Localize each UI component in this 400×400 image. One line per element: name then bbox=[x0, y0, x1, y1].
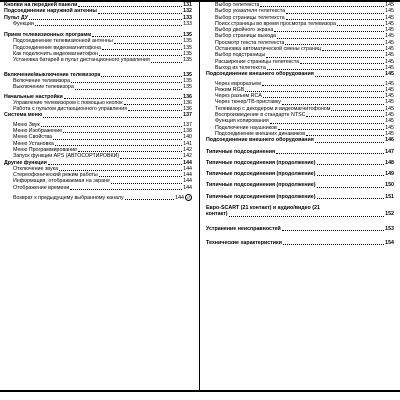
toc-entry: Режим RGB 145 bbox=[215, 86, 394, 93]
toc-section: Подсоединение внешнего оборудования 145 bbox=[206, 71, 394, 78]
toc-entry: Поиск страницы во время просмотра телевизора 145 bbox=[215, 20, 394, 27]
toc-section: Включение/выключение телевизора 135 bbox=[4, 71, 192, 78]
toc-section: Технические характеристики 154 bbox=[206, 239, 394, 246]
toc-entry: Отключение звука 144 bbox=[13, 165, 192, 172]
toc-entry: Подключение наушников 145 bbox=[215, 124, 394, 131]
toc-entry: Выбор страницы телетекста 145 bbox=[215, 14, 394, 21]
toc-entry: Через тюнер/ТВ-приставку 145 bbox=[215, 99, 394, 106]
toc-entry: Остановка автоматической смены страниц 145 bbox=[215, 46, 394, 53]
toc-entry: Установка батарей в пульт дистанционного управления 135 bbox=[13, 57, 192, 64]
toc-entry: Выключение телевизора 135 bbox=[13, 84, 192, 91]
toc-entry: Кнопки на передней панели 131 bbox=[4, 2, 192, 8]
toc-entry: Подсоединение видеомагнитофона 135 bbox=[13, 44, 192, 51]
toc-section: Типичные подсоединения (продолжение) 148 bbox=[206, 159, 394, 166]
toc-entry: Запуск функции APS (АВТОСОРТИРОВКИ) 142 bbox=[13, 153, 192, 160]
toc-entry: Воспроизведение в стандарте NTSC 145 bbox=[215, 112, 394, 119]
toc-section: Другие функции 144 bbox=[4, 159, 192, 166]
toc-section: Подсоединение внешнего оборудования 146 bbox=[206, 137, 394, 144]
toc-entry: Меню Свойства 140 bbox=[13, 134, 192, 141]
toc-section: Типичные подсоединения (продолжение) 149 bbox=[206, 171, 394, 178]
toc-section: Типичные подсоединения 147 bbox=[206, 148, 394, 155]
toc-section: Начальные настройки 136 bbox=[4, 93, 192, 100]
toc-entry: Возврат к предыдущему выбранному каналу 144 ↺ bbox=[13, 194, 191, 201]
toc-entry: Меню Звук 137 bbox=[13, 121, 192, 128]
toc-entry: Функция копирования 145 bbox=[215, 118, 394, 125]
toc-section-line: Евро-SCART (21 контакт) и аудио/видео (21 bbox=[206, 205, 320, 212]
toc-section: Прием телевизионных программ 135 bbox=[4, 32, 192, 39]
toc-entry: Выбор двойного экрана 145 bbox=[215, 27, 394, 34]
return-icon: ↺ bbox=[186, 195, 191, 201]
toc-entry: Стереофонический режим работы 144 bbox=[13, 172, 192, 179]
toc-section: Система меню 137 bbox=[4, 112, 192, 119]
toc-entry: Подсоединение внешних динамиков 145 bbox=[215, 130, 394, 137]
toc-entry: Телевизор с декодером и видеомагнитофоном 145 bbox=[215, 105, 394, 112]
toc-entry: Через евроразъем 145 bbox=[215, 80, 394, 87]
toc-entry: Просмотр текста телетекста 145 bbox=[215, 39, 394, 46]
toc-entry: Расширение страницы телетекста 145 bbox=[215, 58, 394, 65]
toc-entry: Выбор страницы выхода 145 bbox=[215, 33, 394, 40]
toc-entry: Подсоединение телевизионной антенны 135 bbox=[13, 38, 192, 45]
toc-entry: Включение телевизора 135 bbox=[13, 77, 192, 84]
toc-right-column bbox=[206, 2, 394, 246]
toc-section: Типичные подсоединения (продолжение) 151 bbox=[206, 193, 394, 200]
toc-entry: Подсоединение наружной антенны 132 bbox=[4, 8, 192, 15]
toc-entry: Через разъем RCA 145 bbox=[215, 93, 394, 100]
toc-entry: Информация, отображаемая на экране 144 bbox=[13, 178, 192, 185]
toc-entry: Выбор подстраницы 145 bbox=[215, 52, 394, 59]
toc-entry: Выбор указателя телетекста 145 bbox=[215, 8, 394, 15]
toc-entry: Пульт ДУ 133 bbox=[4, 14, 192, 21]
toc-section: Устранение неисправностей 153 bbox=[206, 225, 394, 232]
toc-entry: Выбор телетекста 145 bbox=[215, 2, 394, 8]
toc-left-column bbox=[4, 2, 192, 201]
toc-entry: Управление телевизором с помощью кнопок 136 bbox=[13, 99, 192, 106]
toc-entry: Выход из телетекста 145 bbox=[215, 64, 394, 71]
toc-entry: Отображение времени 144 bbox=[13, 184, 192, 191]
column-divider bbox=[199, 0, 200, 392]
toc-section: контакт) 152 bbox=[206, 211, 394, 218]
toc-entry: Меню Изображение 138 bbox=[13, 128, 192, 135]
toc-entry: Как подключить видеомагнитофон 135 bbox=[13, 51, 192, 58]
toc-entry: Меню Установка 141 bbox=[13, 140, 192, 147]
toc-entry: Меню Программирование 142 bbox=[13, 146, 192, 153]
toc-entry: Функции 133 bbox=[13, 20, 192, 27]
toc-entry: Работа с пультом дистанционного управления 136 bbox=[13, 106, 192, 113]
toc-section: Типичные подсоединения (продолжение) 150 bbox=[206, 182, 394, 189]
bottom-rule bbox=[0, 390, 400, 392]
